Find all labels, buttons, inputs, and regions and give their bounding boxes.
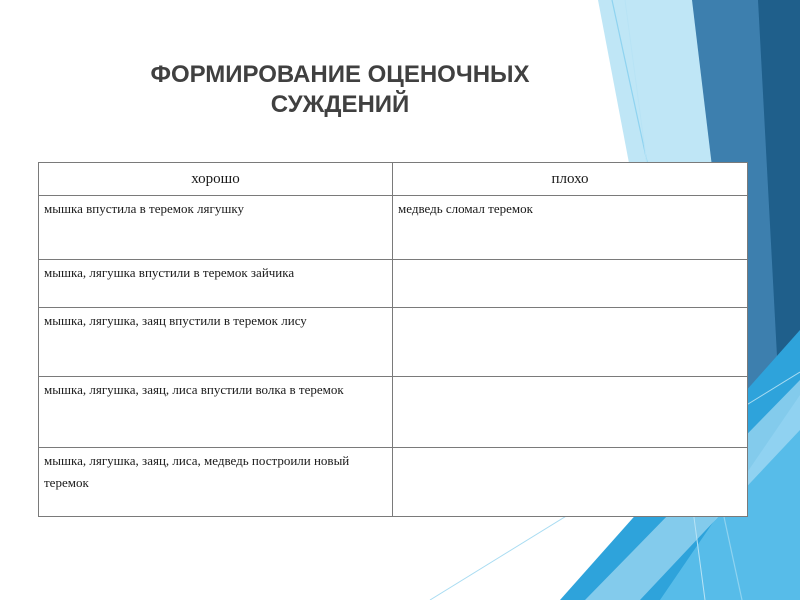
table-row — [39, 196, 748, 260]
cell-good: мышка, лягушка впустили в теремок зайчика — [39, 260, 393, 308]
cell-bad — [393, 448, 748, 517]
table-row — [39, 308, 748, 377]
table-header-row — [39, 163, 748, 196]
header-bad: плохо — [393, 163, 748, 196]
title-line-1: ФОРМИРОВАНИЕ ОЦЕНОЧНЫХ — [150, 61, 530, 88]
cell-good: мышка впустила в теремок лягушку — [39, 196, 393, 260]
slide-title — [60, 60, 620, 120]
cell-bad — [393, 308, 748, 377]
header-good: хорошо — [39, 163, 393, 196]
evaluation-table — [38, 162, 748, 517]
cell-bad — [393, 260, 748, 308]
cell-good: мышка, лягушка, заяц впустили в теремок лису — [39, 308, 393, 377]
cell-good: мышка, лягушка, заяц, лиса впустили волка в теремок — [39, 377, 393, 448]
table-row — [39, 260, 748, 308]
table-row — [39, 377, 748, 448]
cell-bad: медведь сломал теремок — [393, 196, 748, 260]
title-line-2: СУЖДЕНИЙ — [270, 91, 410, 118]
cell-bad — [393, 377, 748, 448]
table-row — [39, 448, 748, 517]
cell-good: мышка, лягушка, заяц, лиса, медведь построили новый теремок — [39, 448, 393, 517]
